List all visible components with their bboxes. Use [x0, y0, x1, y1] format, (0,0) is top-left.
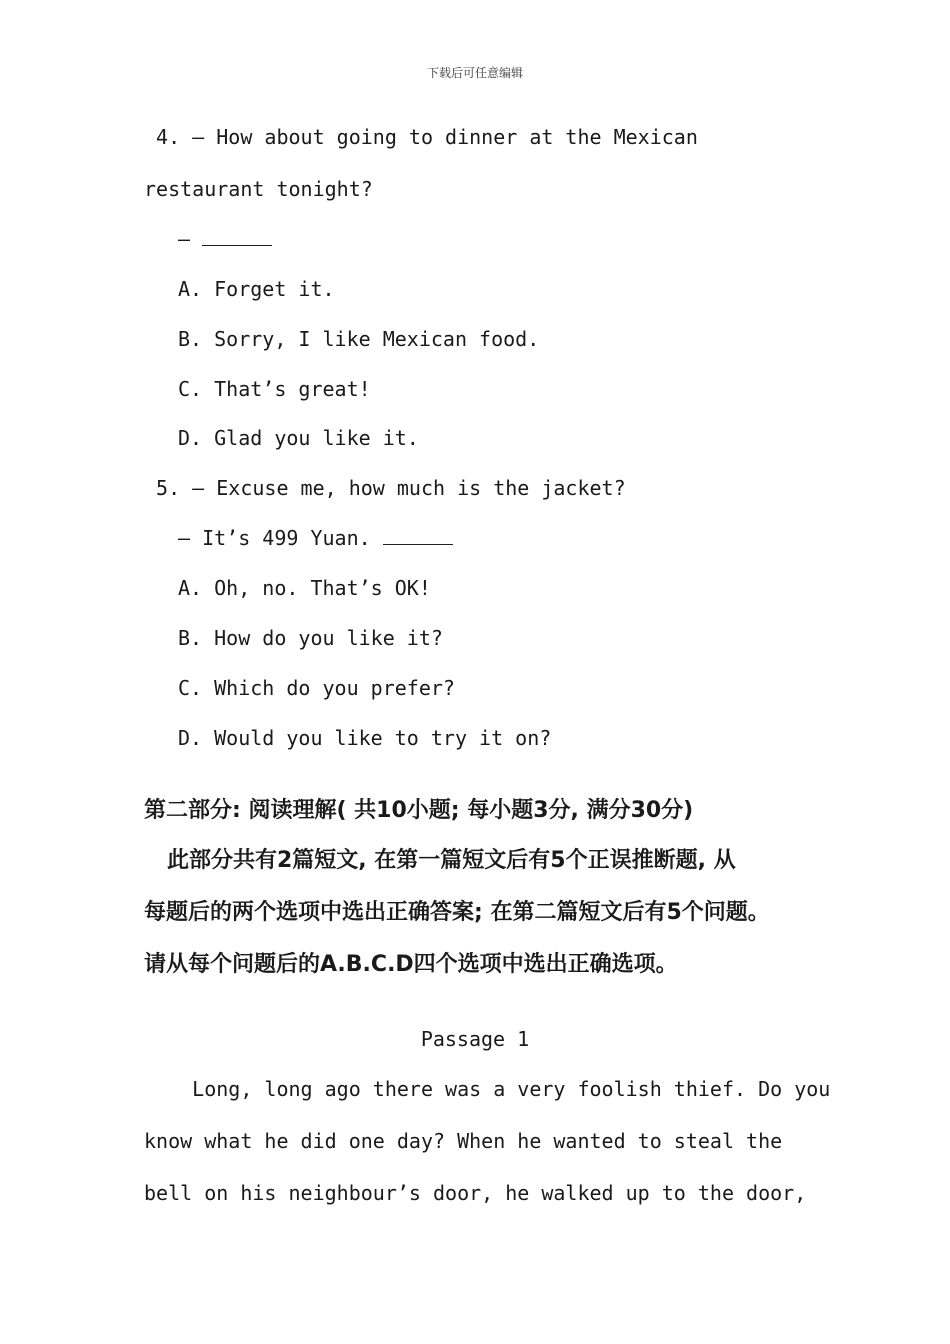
question-5-option-a: A. Oh, no. That’s OK!: [178, 576, 431, 600]
question-5-option-c: C. Which do you prefer?: [178, 676, 455, 700]
blank-line: [202, 227, 272, 246]
part-2-instruction-line-3: 请从每个问题后的A.B.C.D四个选项中选出正确选项。: [144, 952, 678, 977]
part-2-heading: 第二部分: 阅读理解( 共10小题; 每小题3分, 满分30分): [144, 798, 694, 823]
answer-dash: —: [178, 227, 203, 251]
question-4-option-d: D. Glad you like it.: [178, 426, 419, 450]
answer-text: — It’s 499 Yuan.: [178, 526, 383, 550]
passage-line-2: know what he did one day? When he wanted to steal the: [144, 1129, 783, 1153]
blank-line: [383, 526, 453, 545]
question-5-option-d: D. Would you like to try it on?: [178, 726, 552, 750]
passage-line-3: bell on his neighbour’s door, he walked up to the door,: [144, 1181, 807, 1205]
question-5-line-1: 5. — Excuse me, how much is the jacket?: [144, 476, 626, 500]
question-4-option-a: A. Forget it.: [178, 277, 335, 301]
part-2-instruction-line-2: 每题后的两个选项中选出正确答案; 在第二篇短文后有5个问题。: [144, 900, 770, 925]
question-4-option-b: B. Sorry, I like Mexican food.: [178, 327, 540, 351]
passage-line-1: Long, long ago there was a very foolish thief. Do you: [144, 1077, 831, 1101]
question-4-line-2: restaurant tonight?: [144, 177, 373, 201]
passage-title: Passage 1: [420, 1027, 530, 1051]
question-5-option-b: B. How do you like it?: [178, 626, 443, 650]
question-4-answer-blank: [178, 226, 272, 252]
part-2-instruction-line-1: 此部分共有2篇短文, 在第一篇短文后有5个正误推断题, 从: [144, 848, 736, 873]
page-header-note: 下载后可任意编辑: [426, 66, 523, 80]
question-4-option-c: C. That’s great!: [178, 377, 371, 401]
question-5-line-2: [178, 525, 453, 551]
question-4-line-1: 4. — How about going to dinner at the Mexican: [144, 125, 698, 149]
